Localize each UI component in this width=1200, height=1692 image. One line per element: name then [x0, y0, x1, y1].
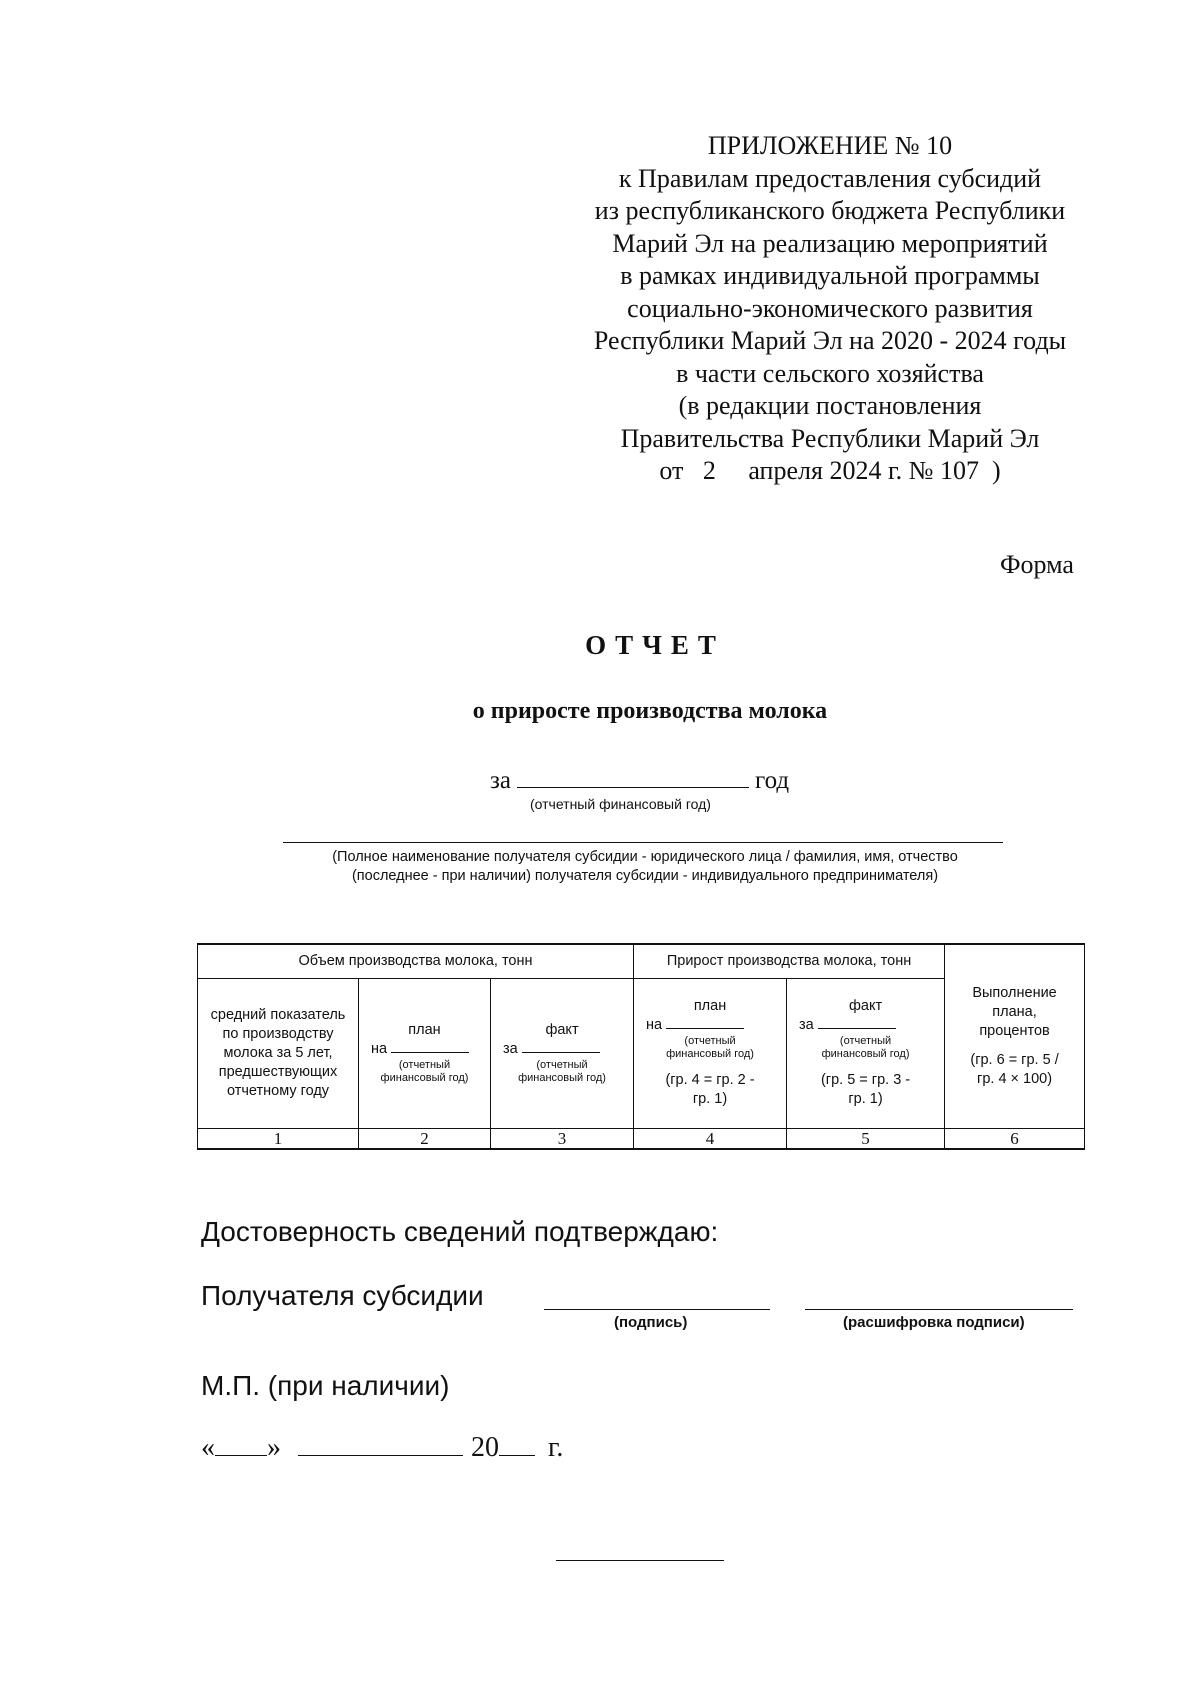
- confirm-statement: Достоверность сведений подтверждаю:: [201, 1216, 719, 1247]
- appendix-header: [560, 130, 1100, 488]
- col4-hint1: (отчетный: [684, 1035, 736, 1047]
- appendix-line: к Правилам предоставления субсидий: [618, 163, 1042, 193]
- recipient-name-field[interactable]: [283, 842, 1003, 843]
- date-day-field[interactable]: [215, 1433, 267, 1456]
- col1-line: по производству: [222, 1025, 334, 1042]
- col1-line: молока за 5 лет,: [223, 1044, 333, 1061]
- col3-prefix: за: [503, 1041, 518, 1057]
- appendix-line: в рамках индивидуальной программы: [620, 261, 1040, 290]
- col3-hint2: финансовый год): [518, 1072, 606, 1084]
- date-year-field[interactable]: [499, 1433, 535, 1456]
- col2-hint1: (отчетный: [398, 1059, 451, 1071]
- col4-year-field[interactable]: [666, 1016, 744, 1029]
- col4-prefix: на: [646, 1017, 663, 1033]
- report-table: [197, 943, 1085, 1150]
- date-open-quote: «: [201, 1432, 215, 1463]
- date-close-quote: »: [267, 1432, 281, 1463]
- col4-hint2: финансовый год): [666, 1048, 754, 1060]
- col5-formula2: гр. 1): [848, 1091, 883, 1107]
- appendix-line: из республиканского бюджета Республики: [594, 196, 1066, 225]
- col-number: 1: [198, 1128, 359, 1149]
- col4-header: [634, 978, 787, 1128]
- col6-l3: процентов: [979, 1022, 1050, 1039]
- appendix-line: от 2 апреля 2024 г. № 107 ): [659, 456, 1001, 485]
- col5-title: факт: [848, 998, 883, 1014]
- col2-title: план: [408, 1022, 441, 1038]
- period-year-field[interactable]: [517, 765, 749, 788]
- col5-hint2: финансовый год): [821, 1048, 910, 1060]
- period-suffix: год: [754, 767, 790, 794]
- col6-formula1: (гр. 6 = гр. 5 /: [970, 1051, 1059, 1068]
- signature-field[interactable]: [544, 1309, 770, 1310]
- signature-decode-hint: (расшифровка подписи): [843, 1314, 1025, 1331]
- signature-decode-field[interactable]: [805, 1309, 1073, 1310]
- col2-header: [359, 978, 491, 1128]
- form-label: Форма: [1000, 550, 1074, 579]
- col1-header: [198, 978, 359, 1128]
- col-number: 6: [945, 1128, 1085, 1149]
- col6-l1: Выполнение: [972, 984, 1057, 1001]
- col5-hint1: (отчетный: [839, 1035, 892, 1047]
- col3-year-field[interactable]: [522, 1040, 600, 1053]
- group-growth-header: Прирост производства молока, тонн: [634, 944, 945, 978]
- report-subtitle: о приросте производства молока: [472, 698, 828, 724]
- col6-formula2: гр. 4 × 100): [977, 1070, 1053, 1087]
- date-year-prefix: 20: [471, 1432, 499, 1463]
- period-prefix: за: [490, 767, 511, 794]
- signature-hint: (подпись): [614, 1314, 688, 1331]
- col2-hint2: финансовый год): [380, 1072, 469, 1084]
- appendix-line: в части сельского хозяйства: [676, 358, 984, 388]
- date-suffix: г.: [548, 1432, 564, 1463]
- appendix-line: Республики Марий Эл на 2020 - 2024 годы: [593, 326, 1067, 355]
- col5-year-field[interactable]: [818, 1016, 896, 1029]
- col1-line: отчетному году: [226, 1082, 330, 1099]
- recipient-hint-line2: (последнее - при наличии) получателя субсидии - индивидуального предпринимателя): [351, 868, 939, 884]
- col-number: 5: [787, 1128, 945, 1149]
- recipient-hint-line1: (Полное наименование получателя субсидии - юридического лица / фамилия, имя, отчество: [332, 849, 958, 865]
- stamp-label: М.П. (при наличии): [201, 1370, 450, 1401]
- appendix-line: Правительства Республики Марий Эл: [620, 423, 1040, 453]
- col2-year-field[interactable]: [391, 1040, 469, 1053]
- col3-title: факт: [545, 1022, 579, 1038]
- date-row: [201, 1432, 563, 1464]
- period-row: [490, 765, 789, 795]
- col4-formula1: (гр. 4 = гр. 2 -: [665, 1072, 755, 1088]
- col-number: 3: [491, 1128, 634, 1149]
- col5-header: [787, 978, 945, 1128]
- col6-header: [945, 944, 1085, 1128]
- recipient-name-hint: [270, 848, 1020, 886]
- col6-l2: плана,: [992, 1003, 1037, 1020]
- col-number: 2: [359, 1128, 491, 1149]
- col1-line: предшествующих: [218, 1063, 338, 1080]
- appendix-line: ПРИЛОЖЕНИЕ № 10: [707, 131, 953, 160]
- col5-formula1: (гр. 5 = гр. 3 -: [820, 1072, 911, 1088]
- col3-header: [491, 978, 634, 1128]
- appendix-line: Марий Эл на реализацию мероприятий: [612, 228, 1048, 258]
- end-divider: [556, 1560, 724, 1561]
- group-volume-header: Объем производства молока, тонн: [198, 944, 634, 978]
- col5-prefix: за: [799, 1017, 814, 1033]
- col3-hint1: (отчетный: [536, 1059, 588, 1071]
- date-month-field[interactable]: [298, 1433, 463, 1456]
- col4-formula2: гр. 1): [692, 1091, 728, 1107]
- appendix-line: (в редакции постановления: [678, 391, 982, 420]
- col4-title: план: [693, 998, 727, 1014]
- report-title: ОТЧЕТ: [585, 630, 725, 660]
- appendix-line: социально-экономического развития: [627, 293, 1033, 323]
- col1-line: средний показатель: [210, 1006, 346, 1023]
- col2-prefix: на: [371, 1041, 388, 1057]
- period-hint: (отчетный финансовый год): [530, 796, 711, 812]
- col-number: 4: [634, 1128, 787, 1149]
- recipient-label: Получателя субсидии: [201, 1280, 484, 1311]
